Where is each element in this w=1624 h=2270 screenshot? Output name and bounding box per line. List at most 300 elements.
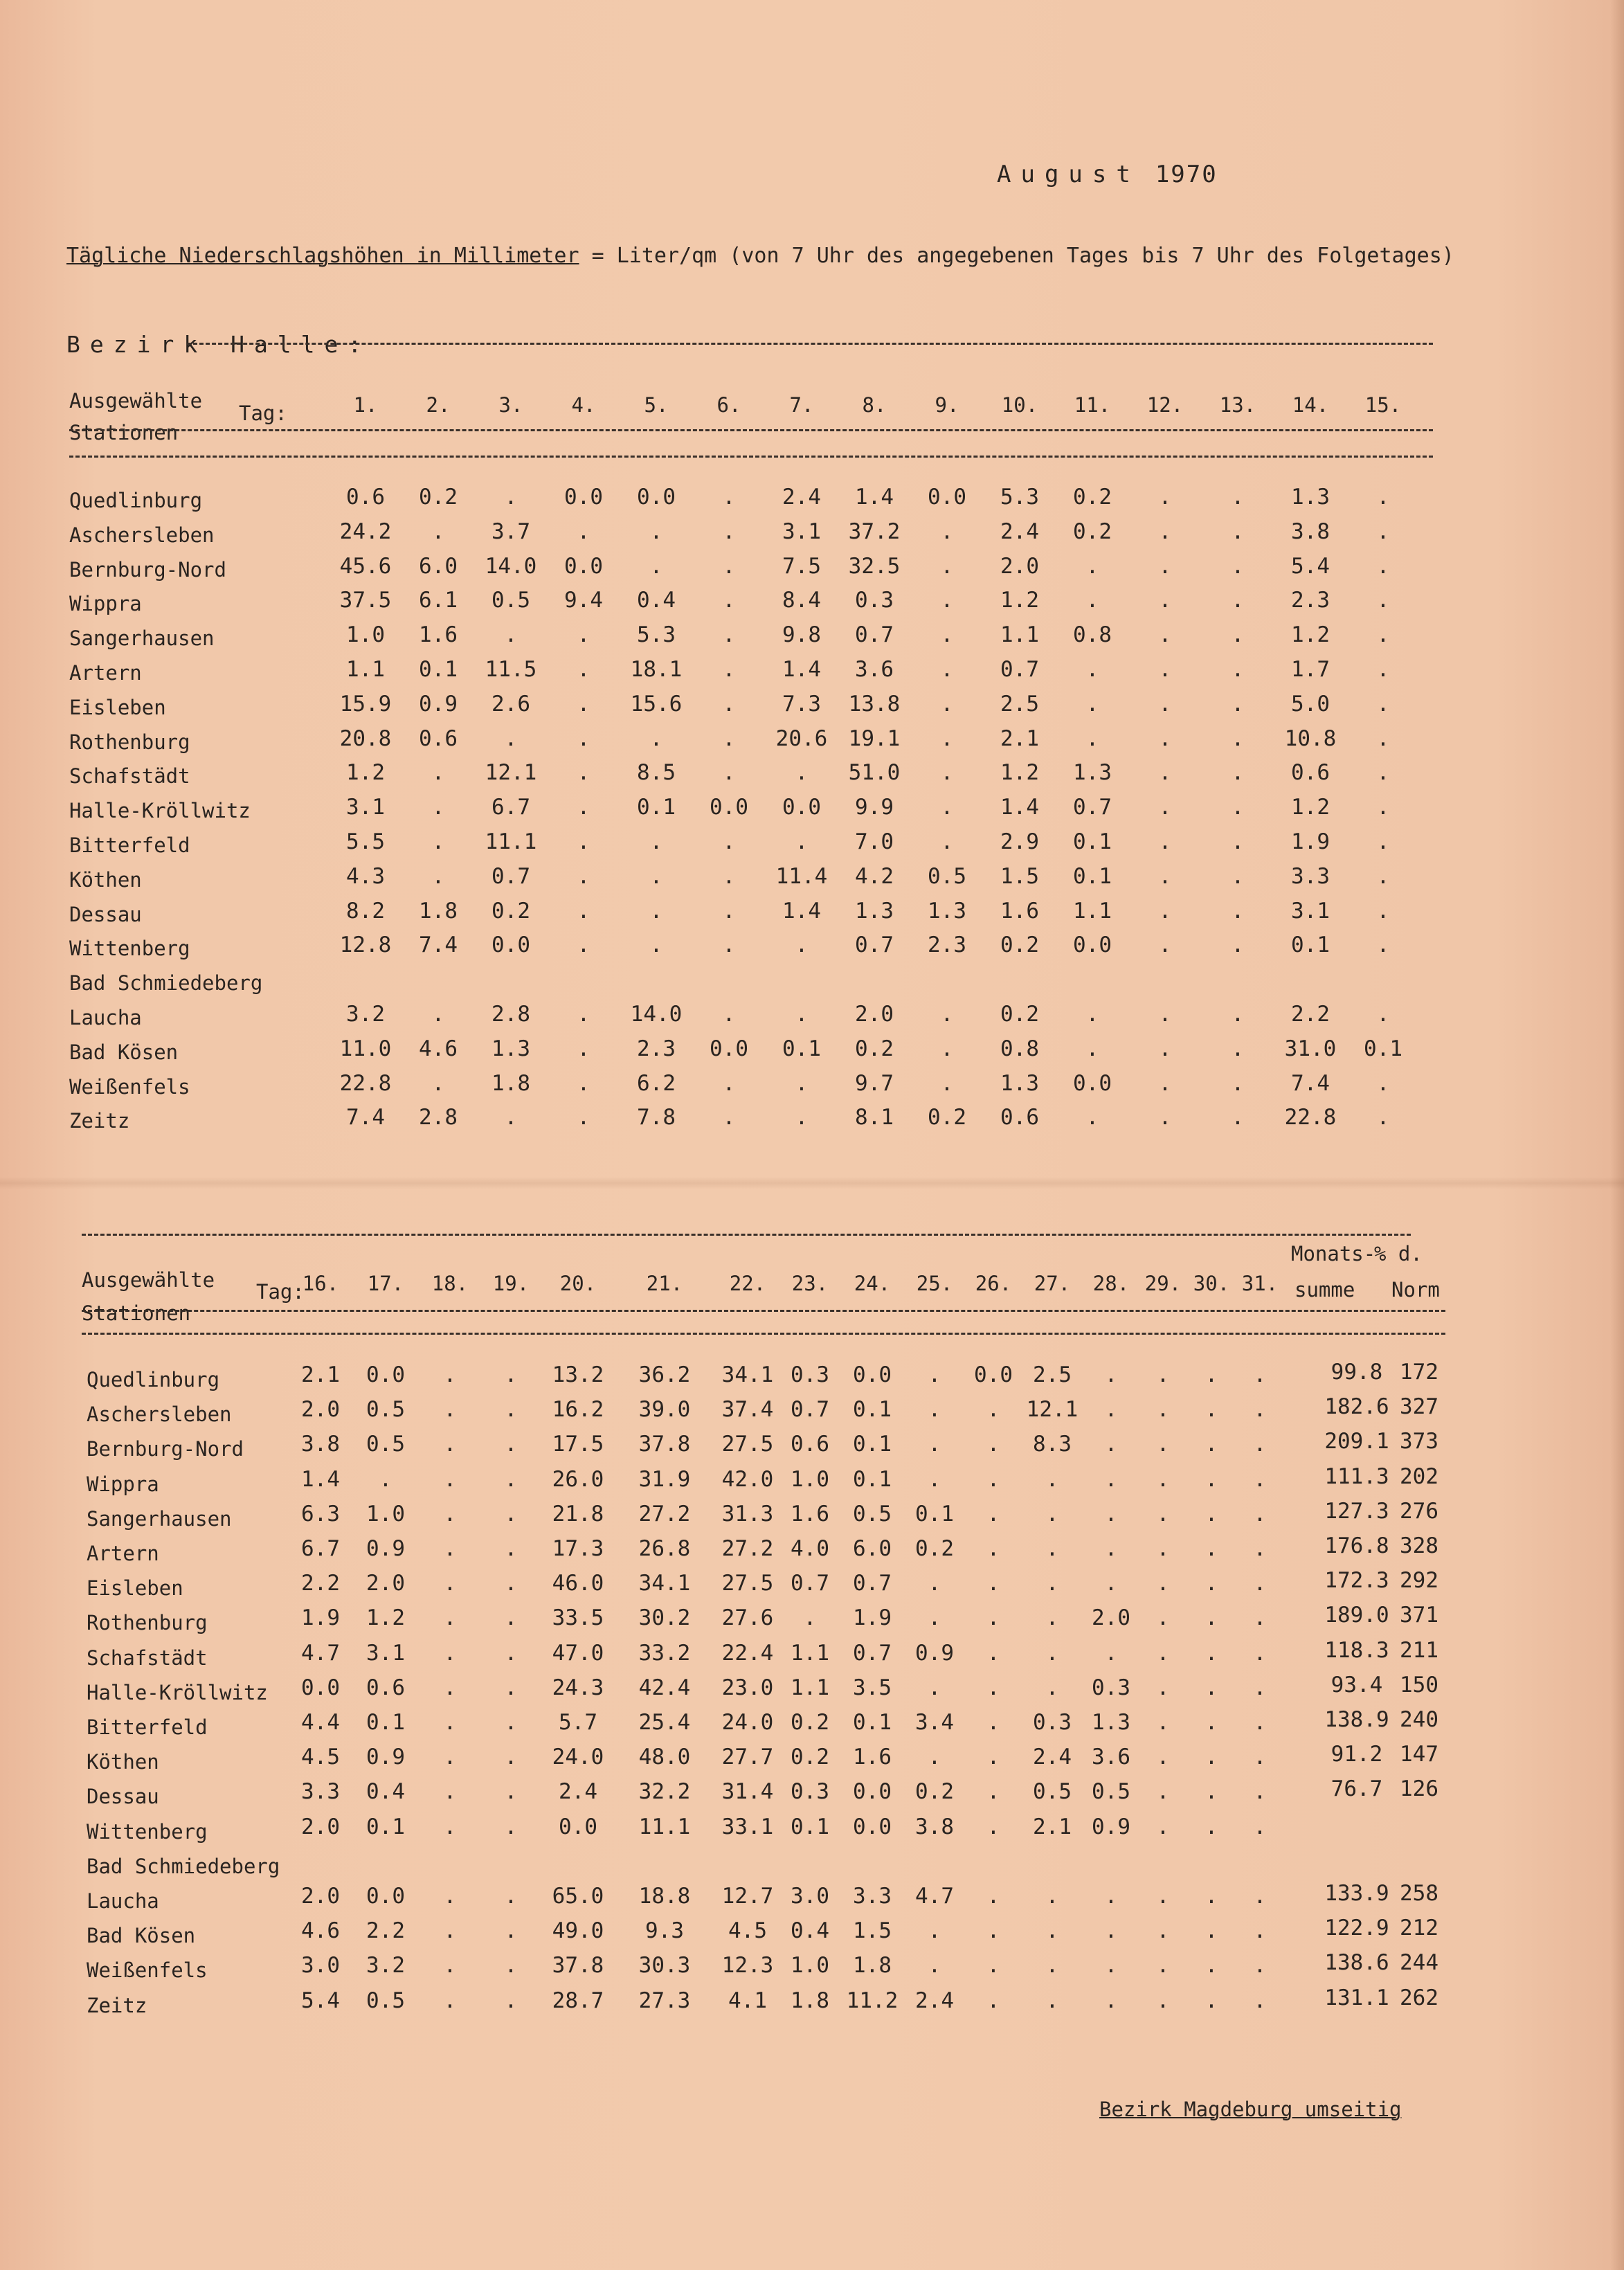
- table1-header-rule-2: [69, 456, 1433, 458]
- table2-cell: 0.0: [366, 1362, 405, 1387]
- table2-day-header: 20.: [559, 1272, 597, 1295]
- table2-cell: 1.6: [853, 1745, 892, 1770]
- table1-cell: .: [649, 898, 663, 924]
- table2-cell: .: [1253, 1814, 1267, 1839]
- table2-cell: 0.9: [366, 1536, 405, 1561]
- table1-station-name: Bernburg-Nord: [69, 557, 226, 582]
- table2-cell: .: [1205, 1640, 1218, 1666]
- table2-cell: 28.7: [552, 1988, 604, 2013]
- table2-cell: 1.0: [791, 1953, 829, 1979]
- table1-cell: .: [1231, 691, 1245, 717]
- table2-day-header: 22.: [729, 1272, 766, 1295]
- table2-cell: 2.1: [1033, 1814, 1072, 1839]
- table1-cell: .: [577, 726, 590, 751]
- headline-underlined: Tägliche Niederschlagshöhen in Millimeter: [66, 244, 579, 268]
- table1-cell: .: [940, 519, 954, 544]
- table1-cell: .: [577, 1002, 590, 1027]
- table2-cell: .: [443, 1779, 457, 1805]
- table1-cell: 22.8: [1284, 1105, 1337, 1131]
- table2-cell: .: [1253, 1675, 1267, 1700]
- table1-station-name: Rothenburg: [69, 730, 190, 754]
- table1-cell: .: [1231, 622, 1245, 648]
- table1-cell: 1.3: [1291, 485, 1330, 510]
- table2-cell: 0.1: [853, 1710, 892, 1735]
- table2-cell: 33.2: [638, 1640, 691, 1666]
- table1-day-header: 7.: [789, 393, 814, 417]
- table1-cell: 1.4: [1000, 795, 1039, 820]
- table2-cell: 18.8: [638, 1884, 691, 1909]
- table2-cell: .: [1156, 1745, 1170, 1770]
- table2-cell: .: [443, 1640, 457, 1666]
- table1-station-name: Bad Schmiedeberg: [69, 971, 263, 996]
- table2-sum-cell: 172.3: [1324, 1568, 1389, 1594]
- table1-cell: 51.0: [848, 760, 901, 786]
- table2-norm-cell: 211: [1400, 1637, 1438, 1663]
- table2-cell: 0.1: [853, 1466, 892, 1492]
- table2-cell: 0.7: [791, 1571, 829, 1596]
- table1-cell: 2.4: [782, 485, 821, 510]
- table2-cell: 4.4: [301, 1710, 340, 1735]
- table2-cell: .: [1253, 1536, 1267, 1561]
- table1-cell: 6.1: [419, 588, 458, 613]
- table2-cell: .: [986, 1918, 1000, 1944]
- table1-cell: 1.2: [1291, 795, 1330, 820]
- table1-cell: 2.3: [928, 933, 966, 958]
- table2-cell: 0.0: [974, 1362, 1013, 1387]
- table1-cell: .: [722, 1002, 736, 1027]
- table1-day-header: 3.: [498, 393, 523, 417]
- table1-cell: .: [1158, 933, 1172, 958]
- table1-cell: 9.8: [782, 622, 821, 648]
- table2-station-name: Bitterfeld: [87, 1715, 208, 1739]
- table2-cell: 0.0: [853, 1814, 892, 1839]
- table2-day-header: 25.: [916, 1272, 953, 1295]
- report-year: 1970: [1155, 161, 1218, 188]
- table2-cell: .: [504, 1571, 518, 1596]
- table2-cell: .: [1205, 1779, 1218, 1805]
- table2-cell: .: [1104, 1362, 1118, 1387]
- table2-tag-label: Tag:: [256, 1280, 305, 1304]
- table2-cell: .: [443, 1466, 457, 1492]
- table2-cell: 12.1: [1026, 1397, 1079, 1423]
- table2-cell: .: [928, 1675, 941, 1700]
- table2-cell: 30.3: [638, 1953, 691, 1979]
- table1-cell: .: [1231, 1105, 1245, 1131]
- table1-cell: .: [722, 657, 736, 682]
- table2-cell: 17.5: [552, 1432, 604, 1457]
- table2-cell: 65.0: [552, 1884, 604, 1909]
- table2-sum-cell: 76.7: [1330, 1776, 1383, 1802]
- table1-cell: 0.6: [419, 726, 458, 751]
- table2-cell: .: [1045, 1884, 1059, 1909]
- table2-cell: 34.1: [638, 1571, 691, 1596]
- table1-cell: 3.2: [346, 1002, 385, 1027]
- table2-cell: 4.7: [301, 1640, 340, 1666]
- table2-cell: 31.4: [721, 1779, 774, 1805]
- table1-cell: 6.0: [419, 553, 458, 579]
- table2-cell: 31.9: [638, 1466, 691, 1492]
- table1-cell: .: [1158, 691, 1172, 717]
- table1-cell: .: [1231, 898, 1245, 924]
- table1-cell: 9.9: [855, 795, 894, 820]
- table1-day-header: 2.: [426, 393, 451, 417]
- table1-cell: 1.9: [1291, 829, 1330, 854]
- table1-cell: .: [577, 691, 590, 717]
- table2-cell: 22.4: [721, 1640, 774, 1666]
- table2-cell: 24.0: [552, 1745, 604, 1770]
- table1-cell: 9.7: [855, 1070, 894, 1096]
- table1-cell: .: [504, 622, 518, 648]
- table2-cell: 27.3: [638, 1988, 691, 2013]
- table1-cell: .: [1158, 863, 1172, 889]
- table1-cell: .: [1158, 622, 1172, 648]
- table2-cell: 3.3: [301, 1779, 340, 1805]
- table1-cell: .: [795, 1105, 809, 1131]
- table2-cell: 8.3: [1033, 1432, 1072, 1457]
- table2-cell: .: [928, 1466, 941, 1492]
- table1-cell: .: [431, 863, 445, 889]
- table2-cell: .: [443, 1745, 457, 1770]
- table1-cell: .: [722, 691, 736, 717]
- table1-cell: .: [1231, 588, 1245, 613]
- table1-cell: .: [1231, 1036, 1245, 1061]
- table2-cell: 4.1: [728, 1988, 767, 2013]
- table1-cell: 0.0: [564, 485, 603, 510]
- table1-cell: 15.9: [339, 691, 392, 717]
- table1-cell: .: [1376, 933, 1390, 958]
- table2-sum-cell: 209.1: [1324, 1429, 1389, 1454]
- table2-cell: 3.3: [853, 1884, 892, 1909]
- table2-cell: 12.7: [721, 1884, 774, 1909]
- table1-cell: .: [940, 553, 954, 579]
- table2-cell: 3.6: [1092, 1745, 1130, 1770]
- table2-cell: .: [986, 1745, 1000, 1770]
- table2-cell: .: [1104, 1640, 1118, 1666]
- table2-station-name: Sangerhausen: [87, 1506, 232, 1531]
- table2-cell: .: [1253, 1988, 1267, 2013]
- table2-station-name: Bad Schmiedeberg: [87, 1854, 280, 1878]
- table1-cell: 1.3: [1073, 760, 1112, 786]
- table1-day-header: 10.: [1001, 393, 1038, 417]
- table2-cell: .: [1045, 1536, 1059, 1561]
- table2-station-name: Bad Kösen: [87, 1924, 196, 1948]
- headline-rest: = Liter/qm (von 7 Uhr des angegebenen Tages bis 7 Uhr des Folgetages): [579, 244, 1454, 268]
- table1-cell: 0.7: [1073, 795, 1112, 820]
- table2-cell: 0.1: [915, 1501, 954, 1526]
- table2-cell: .: [443, 1710, 457, 1735]
- table1-cell: 7.5: [782, 553, 821, 579]
- table2-cell: .: [986, 1710, 1000, 1735]
- table2-cell: 46.0: [552, 1571, 604, 1596]
- table2-cell: .: [1253, 1640, 1267, 1666]
- table2-cell: .: [1156, 1988, 1170, 2013]
- table2-cell: 1.6: [791, 1501, 829, 1526]
- table2-day-header: 21.: [646, 1272, 683, 1295]
- table1-cell: .: [722, 485, 736, 510]
- table2-cell: .: [1045, 1640, 1059, 1666]
- table1-cell: .: [431, 519, 445, 544]
- table2-cell: 3.5: [853, 1675, 892, 1700]
- table1-cell: .: [722, 553, 736, 579]
- table1-cell: 45.6: [339, 553, 392, 579]
- table2-cell: .: [1156, 1814, 1170, 1839]
- table2-cell: 0.3: [1033, 1710, 1072, 1735]
- table2-cell: 1.0: [366, 1501, 405, 1526]
- table2-norm-header: % d.: [1374, 1242, 1423, 1265]
- table1-cell: 7.8: [637, 1105, 676, 1131]
- table1-cell: 2.8: [419, 1105, 458, 1131]
- table2-cell: .: [504, 1710, 518, 1735]
- table2-cell: 37.8: [638, 1432, 691, 1457]
- table1-cell: 0.6: [1291, 760, 1330, 786]
- table1-cell: 0.7: [1000, 657, 1039, 682]
- table2-cell: 1.3: [1092, 1710, 1130, 1735]
- table1-cell: .: [577, 795, 590, 820]
- table2-sum-header: Monats-: [1291, 1242, 1376, 1265]
- table2-cell: 39.0: [638, 1397, 691, 1423]
- table2-sum-cell: 138.6: [1324, 1950, 1389, 1976]
- table2-cell: 1.2: [366, 1605, 405, 1631]
- table2-cell: 26.0: [552, 1466, 604, 1492]
- table1-cell: 0.9: [419, 691, 458, 717]
- table1-cell: 0.7: [855, 933, 894, 958]
- table1-cell: 0.2: [1073, 485, 1112, 510]
- table1-cell: 2.3: [1291, 588, 1330, 613]
- table2-cell: .: [443, 1397, 457, 1423]
- table2-cell: .: [928, 1605, 941, 1631]
- table2-cell: .: [1156, 1501, 1170, 1526]
- table1-cell: .: [1376, 553, 1390, 579]
- table2-cell: 26.8: [638, 1536, 691, 1561]
- table1-cell: 0.0: [1073, 933, 1112, 958]
- table2-cell: .: [986, 1397, 1000, 1423]
- table1-cell: 0.4: [637, 588, 676, 613]
- table2-cell: 37.4: [721, 1397, 774, 1423]
- table1-cell: 0.2: [1073, 519, 1112, 544]
- table2-cell: .: [1104, 1988, 1118, 2013]
- paper-edge: [1610, 0, 1624, 2270]
- table2-cell: 3.0: [791, 1884, 829, 1909]
- table1-cell: .: [940, 726, 954, 751]
- table1-day-header: 15.: [1364, 393, 1402, 417]
- table2-cell: .: [1205, 1710, 1218, 1735]
- table2-station-name: Eisleben: [87, 1576, 183, 1601]
- table1-cell: .: [795, 933, 809, 958]
- table2-cell: 37.8: [552, 1953, 604, 1979]
- table2-norm-cell: 126: [1400, 1776, 1438, 1802]
- table2-cell: 6.7: [301, 1536, 340, 1561]
- table1-cell: .: [1231, 1002, 1245, 1027]
- table1-cell: .: [1231, 485, 1245, 510]
- table2-cell: 2.0: [366, 1571, 405, 1596]
- table1-cell: .: [1376, 1070, 1390, 1096]
- table2-norm-cell: 262: [1400, 1985, 1438, 2010]
- table2-cell: 3.0: [301, 1953, 340, 1979]
- table1-cell: .: [504, 726, 518, 751]
- table2-station-name: Wippra: [87, 1472, 159, 1496]
- table1-cell: 2.8: [491, 1002, 530, 1027]
- table1-cell: 0.0: [710, 795, 748, 820]
- table1-cell: 0.2: [419, 485, 458, 510]
- table1-cell: .: [795, 1070, 809, 1096]
- table1-cell: .: [722, 1070, 736, 1096]
- table2-cell: .: [1156, 1362, 1170, 1387]
- table2-cell: 27.6: [721, 1605, 774, 1631]
- table1-cell: .: [431, 829, 445, 854]
- table1-cell: .: [1158, 657, 1172, 682]
- table1-station-header: Ausgewählte: [69, 389, 203, 413]
- table1-cell: .: [1085, 1036, 1099, 1061]
- table2-cell: .: [986, 1953, 1000, 1979]
- table2-cell: 0.2: [915, 1779, 954, 1805]
- table2-cell: .: [1205, 1466, 1218, 1492]
- table2-cell: .: [1104, 1953, 1118, 1979]
- table2-cell: .: [1156, 1953, 1170, 1979]
- table1-cell: 14.0: [485, 553, 537, 579]
- footer-note: Bezirk Magdeburg umseitig: [1099, 2098, 1402, 2121]
- table2-cell: .: [1156, 1397, 1170, 1423]
- table1-cell: 18.1: [630, 657, 683, 682]
- table2-norm-cell: 276: [1400, 1498, 1438, 1524]
- table1-cell: 8.4: [782, 588, 821, 613]
- table1-tag-label: Tag:: [239, 402, 287, 425]
- table2-cell: .: [1205, 1536, 1218, 1561]
- table2-cell: 0.1: [366, 1814, 405, 1839]
- table2-cell: 0.0: [301, 1675, 340, 1700]
- table1-cell: 5.0: [1291, 691, 1330, 717]
- table2-cell: 27.2: [721, 1536, 774, 1561]
- table2-cell: .: [504, 1779, 518, 1805]
- table2-cell: 23.0: [721, 1675, 774, 1700]
- table1-cell: .: [1158, 553, 1172, 579]
- table2-cell: .: [1205, 1432, 1218, 1457]
- table2-norm-cell: 212: [1400, 1916, 1438, 1941]
- table2-cell: 21.8: [552, 1501, 604, 1526]
- table2-cell: 27.7: [721, 1745, 774, 1770]
- table1-cell: .: [1158, 760, 1172, 786]
- table1-station-name: Artern: [69, 661, 142, 685]
- table2-cell: .: [986, 1432, 1000, 1457]
- table2-cell: 25.4: [638, 1710, 691, 1735]
- table1-cell: 1.2: [1291, 622, 1330, 648]
- table1-cell: 9.4: [564, 588, 603, 613]
- table2-cell: 27.5: [721, 1432, 774, 1457]
- table2-cell: 13.2: [552, 1362, 604, 1387]
- table2-cell: 0.9: [1092, 1814, 1130, 1839]
- table1-cell: .: [577, 898, 590, 924]
- table2-header-rule: [82, 1310, 1445, 1312]
- district-title: Bezirk Halle:: [66, 331, 372, 358]
- table2-cell: .: [1253, 1397, 1267, 1423]
- table2-cell: .: [928, 1918, 941, 1944]
- table2-cell: 0.5: [366, 1988, 405, 2013]
- table1-cell: 3.3: [1291, 863, 1330, 889]
- table1-cell: .: [1085, 588, 1099, 613]
- table2-norm-cell: 150: [1400, 1672, 1438, 1697]
- table1-cell: .: [1158, 829, 1172, 854]
- table2-cell: .: [504, 1814, 518, 1839]
- table2-cell: 0.9: [915, 1640, 954, 1666]
- table1-cell: 0.0: [782, 795, 821, 820]
- table1-cell: 10.8: [1284, 726, 1337, 751]
- table2-cell: 11.1: [638, 1814, 691, 1839]
- table1-cell: 3.7: [491, 519, 530, 544]
- table1-day-header: 13.: [1219, 393, 1256, 417]
- table2-station-name: Dessau: [87, 1785, 159, 1809]
- table1-cell: .: [1158, 726, 1172, 751]
- table1-cell: .: [1158, 795, 1172, 820]
- table2-cell: 0.7: [853, 1640, 892, 1666]
- table2-day-header: 31.: [1241, 1272, 1279, 1295]
- table1-cell: 0.1: [1364, 1036, 1402, 1061]
- table2-cell: .: [1045, 1988, 1059, 2013]
- table1-cell: .: [1376, 760, 1390, 786]
- table1-cell: .: [1085, 1105, 1099, 1131]
- table1-cell: .: [722, 519, 736, 544]
- table1-cell: .: [577, 657, 590, 682]
- table1-cell: .: [1231, 657, 1245, 682]
- table1-cell: 1.3: [928, 898, 966, 924]
- table2-cell: 2.5: [1033, 1362, 1072, 1387]
- table1-cell: 8.1: [855, 1105, 894, 1131]
- table2-cell: .: [504, 1953, 518, 1979]
- table2-cell: 1.9: [853, 1605, 892, 1631]
- table1-cell: 0.1: [782, 1036, 821, 1061]
- table1-cell: 0.8: [1073, 622, 1112, 648]
- table2-cell: .: [803, 1605, 817, 1631]
- table1-station-name: Sangerhausen: [69, 627, 215, 651]
- table1-cell: .: [940, 588, 954, 613]
- table2-sum-cell: 133.9: [1324, 1881, 1389, 1906]
- table2-cell: 3.2: [366, 1953, 405, 1979]
- table1-cell: 13.8: [848, 691, 901, 717]
- table2-sum-cell: 176.8: [1324, 1533, 1389, 1558]
- table2-cell: 0.2: [915, 1536, 954, 1561]
- table1-cell: .: [431, 1070, 445, 1096]
- table2-cell: .: [1045, 1605, 1059, 1631]
- table2-cell: 1.1: [791, 1675, 829, 1700]
- table1-cell: .: [722, 588, 736, 613]
- table2-sum-cell: 99.8: [1330, 1360, 1383, 1385]
- table2-cell: 47.0: [552, 1640, 604, 1666]
- table2-cell: 0.5: [1033, 1779, 1072, 1805]
- table1-station-name: Weißenfels: [69, 1074, 190, 1099]
- table2-cell: .: [1104, 1466, 1118, 1492]
- table1-cell: .: [1158, 1036, 1172, 1061]
- table1-cell: 1.7: [1291, 657, 1330, 682]
- table2-cell: 0.1: [366, 1710, 405, 1735]
- table2-cell: .: [504, 1675, 518, 1700]
- table1-cell: .: [940, 657, 954, 682]
- table2-cell: .: [504, 1988, 518, 2013]
- table1-cell: 2.5: [1000, 691, 1039, 717]
- report-date: [997, 161, 1218, 188]
- table2-station-name: Aschersleben: [87, 1403, 232, 1427]
- table2-station-name: Wittenberg: [87, 1819, 208, 1844]
- table1-cell: .: [795, 829, 809, 854]
- table2-cell: 1.5: [853, 1918, 892, 1944]
- table2-station-name: Halle-Kröllwitz: [87, 1680, 268, 1704]
- table1-cell: 0.6: [346, 485, 385, 510]
- table2-cell: .: [1104, 1397, 1118, 1423]
- table1-cell: .: [649, 519, 663, 544]
- table2-cell: .: [1045, 1953, 1059, 1979]
- table1-cell: 0.8: [1000, 1036, 1039, 1061]
- table2-cell: 2.0: [1092, 1605, 1130, 1631]
- table2-cell: .: [928, 1397, 941, 1423]
- table2-cell: 3.4: [915, 1710, 954, 1735]
- table2-cell: 2.0: [301, 1814, 340, 1839]
